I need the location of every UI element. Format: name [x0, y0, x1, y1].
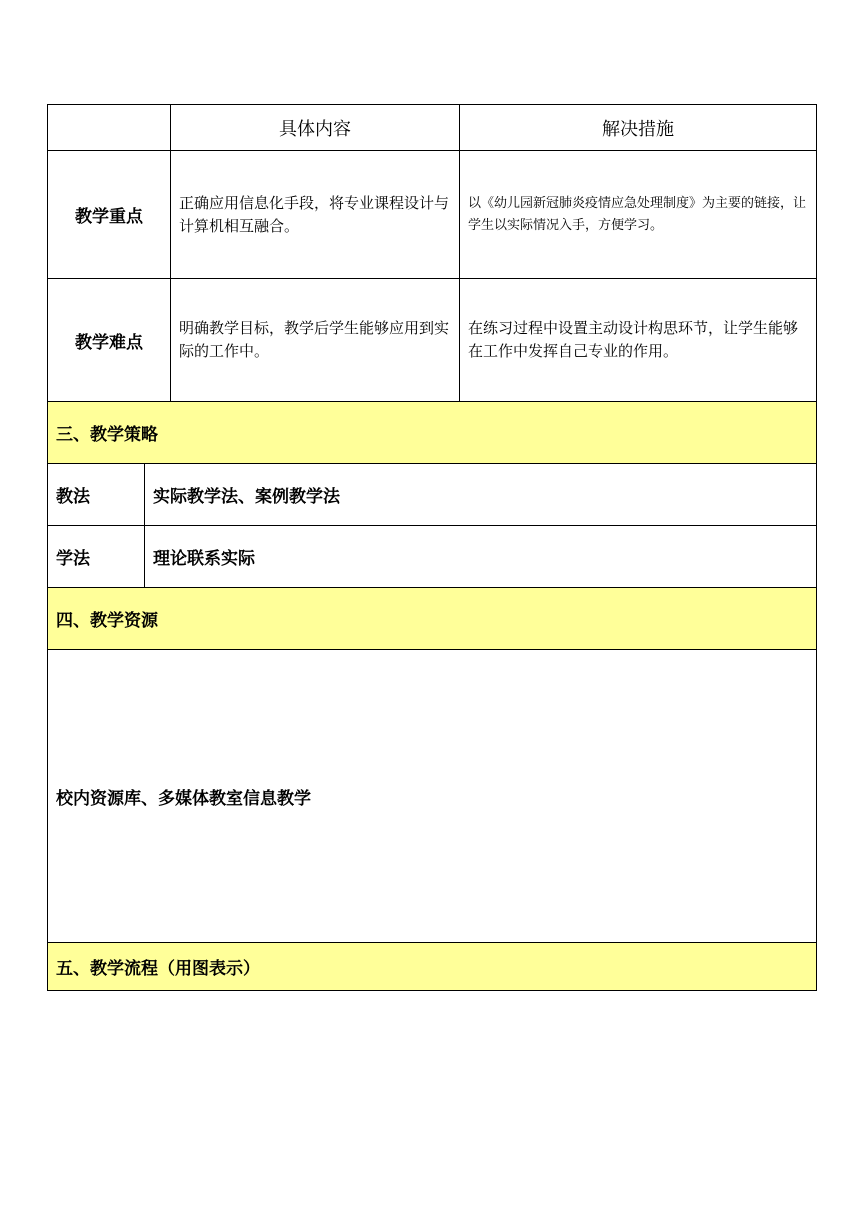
teaching-method-value: 实际教学法、案例教学法: [145, 464, 817, 526]
header-empty-cell: [48, 105, 171, 151]
table-header-row: [48, 105, 817, 151]
header-content: 具体内容: [171, 105, 460, 151]
section3-title: 三、教学策略: [48, 402, 817, 464]
table-row: [48, 526, 817, 588]
table-row: [48, 650, 817, 943]
difficult-point-measure: 在练习过程中设置主动设计构思环节，让学生能够在工作中发挥自己专业的作用。: [460, 279, 817, 402]
section4-title: 四、教学资源: [48, 588, 817, 650]
key-point-measure: 以《幼儿园新冠肺炎疫情应急处理制度》为主要的链接，让学生以实际情况入手，方便学习。: [460, 151, 817, 279]
key-point-content: 正确应用信息化手段，将专业课程设计与计算机相互融合。: [171, 151, 460, 279]
table-row: [48, 279, 817, 402]
teaching-method-label: 教法: [48, 464, 145, 526]
section-header-strategy: [48, 402, 817, 464]
resources-content: 校内资源库、多媒体教室信息教学: [48, 650, 817, 943]
learning-method-value: 理论联系实际: [145, 526, 817, 588]
table-row: [48, 464, 817, 526]
section-header-flow: [48, 943, 817, 991]
row-label-difficult-point: 教学难点: [48, 279, 171, 402]
strategy-table: [47, 401, 817, 991]
section5-title: 五、教学流程（用图表示）: [48, 943, 817, 991]
row-label-key-point: 教学重点: [48, 151, 171, 279]
section-header-resources: [48, 588, 817, 650]
header-measures: 解决措施: [460, 105, 817, 151]
key-points-table: [47, 104, 817, 402]
difficult-point-content: 明确教学目标，教学后学生能够应用到实际的工作中。: [171, 279, 460, 402]
learning-method-label: 学法: [48, 526, 145, 588]
table-row: [48, 151, 817, 279]
